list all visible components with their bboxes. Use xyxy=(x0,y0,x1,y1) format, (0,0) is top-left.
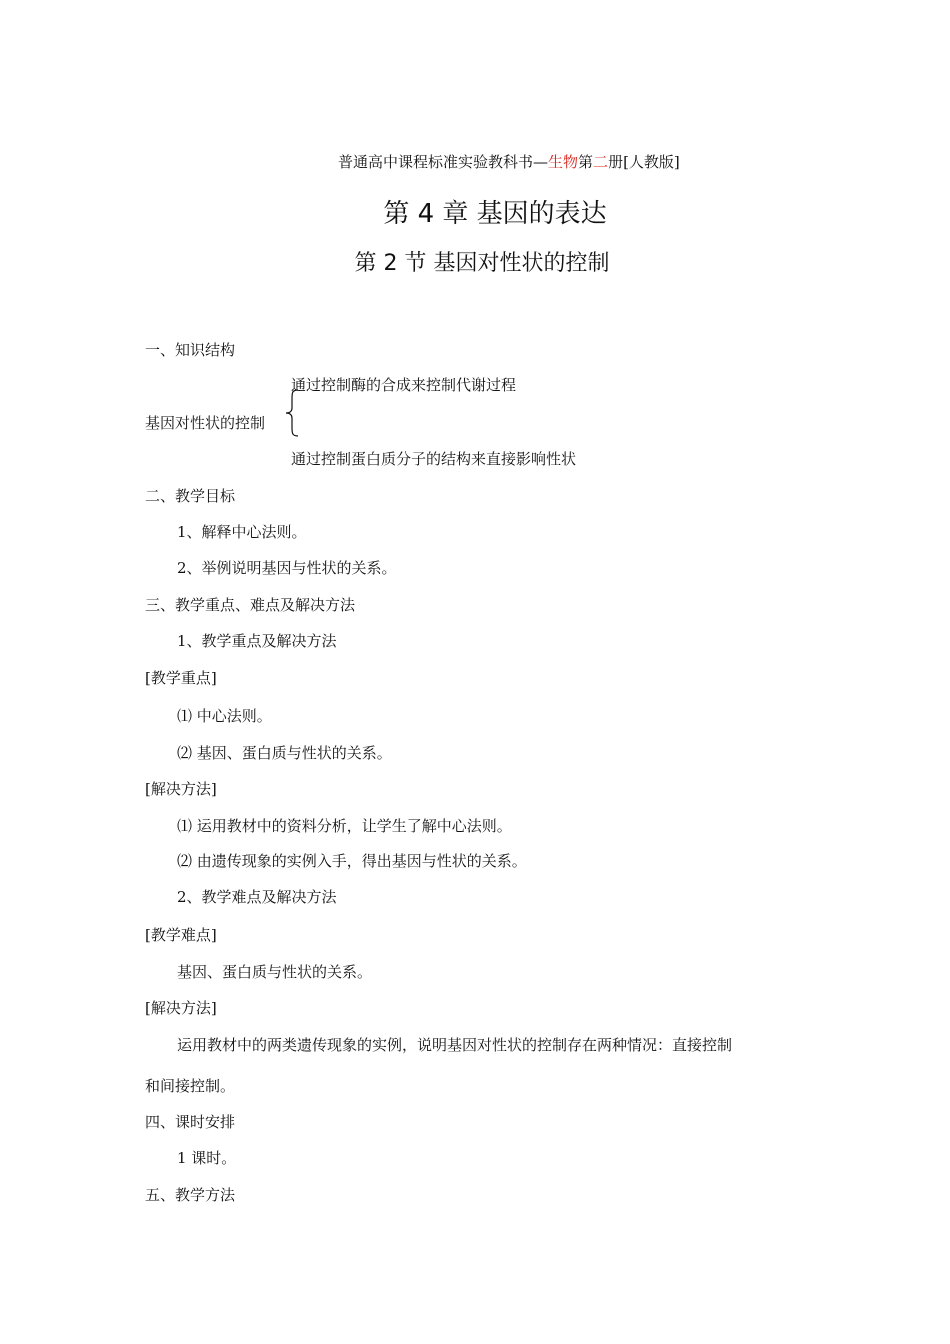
label-methods-2: [解决方法] xyxy=(145,999,217,1017)
section-title: 第 2 节 基因对性状的控制 xyxy=(354,251,610,276)
subheading-key-points: 1、教学重点及解决方法 xyxy=(177,632,337,650)
method-item-3-line-2: 和间接控制。 xyxy=(145,1077,236,1095)
heading-knowledge-structure: 一、知识结构 xyxy=(145,341,236,359)
header-book-part1: 第 xyxy=(578,153,594,171)
header-subject: 生物 xyxy=(548,153,579,171)
header-book-num: 二 xyxy=(593,153,609,171)
heading-teaching-methods: 五、教学方法 xyxy=(145,1186,236,1204)
method-item-2: ⑵ 由遗传现象的实例入手，得出基因与性状的关系。 xyxy=(177,852,527,870)
structure-branch-top: 通过控制酶的合成来控制代谢过程 xyxy=(291,376,517,394)
label-methods-1: [解决方法] xyxy=(145,780,217,798)
chapter-title: 第 4 章 基因的表达 xyxy=(383,199,607,229)
difficult-item-1: 基因、蛋白质与性状的关系。 xyxy=(177,963,373,981)
method-item-1: ⑴ 运用教材中的资料分析，让学生了解中心法则。 xyxy=(177,817,512,835)
heading-class-hours: 四、课时安排 xyxy=(145,1113,236,1131)
key-item-2: ⑵ 基因、蛋白质与性状的关系。 xyxy=(177,744,392,762)
heading-teaching-goals: 二、教学目标 xyxy=(145,487,236,505)
method-item-3-line-1: 运用教材中的两类遗传现象的实例，说明基因对性状的控制存在两种情况：直接控制 xyxy=(177,1036,733,1054)
goal-item-1: 1、解释中心法则。 xyxy=(177,523,307,541)
heading-key-points: 三、教学重点、难点及解决方法 xyxy=(145,596,356,614)
label-key-points: [教学重点] xyxy=(145,669,217,687)
label-difficult-points: [教学难点] xyxy=(145,926,217,944)
key-item-1: ⑴ 中心法则。 xyxy=(177,707,272,725)
header-prefix: 普通高中课程标准实验教科书— xyxy=(338,153,549,171)
goal-item-2: 2、举例说明基因与性状的关系。 xyxy=(177,559,397,577)
structure-root: 基因对性状的控制 xyxy=(145,414,266,432)
brace-icon xyxy=(284,389,302,437)
header-book-part2: 册[人教版] xyxy=(608,153,680,171)
structure-branch-bottom: 通过控制蛋白质分子的结构来直接影响性状 xyxy=(291,450,577,468)
document-header xyxy=(338,151,680,172)
subheading-difficult-points: 2、教学难点及解决方法 xyxy=(177,888,337,906)
class-hours-item: 1 课时。 xyxy=(177,1149,237,1167)
